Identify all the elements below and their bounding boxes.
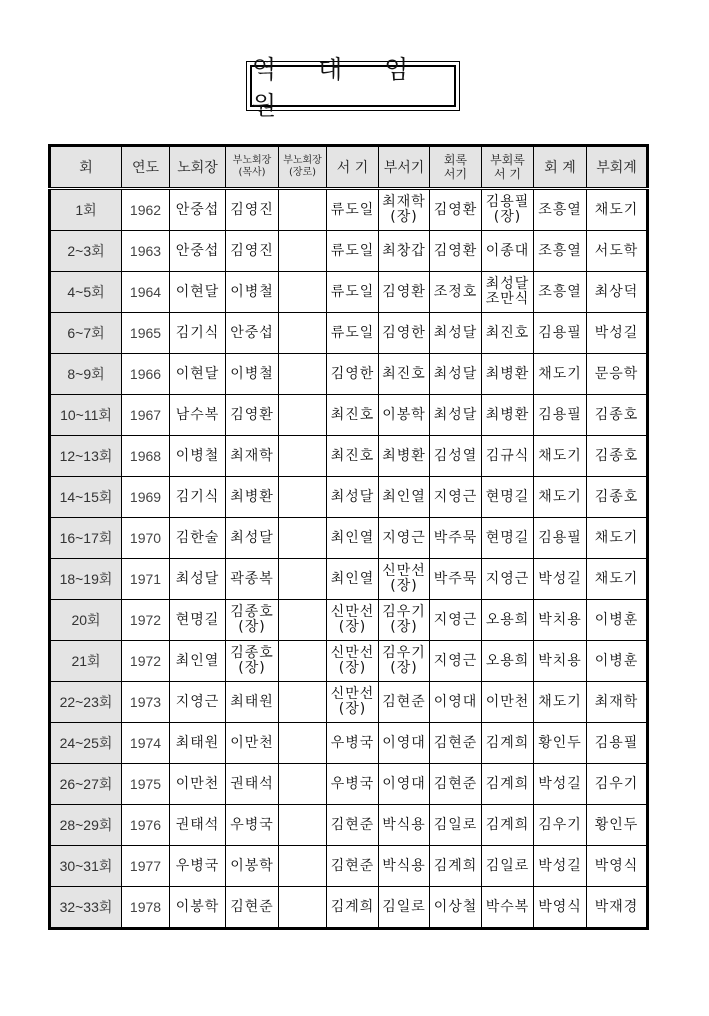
cell-asst-treasurer: 김우기 bbox=[587, 764, 648, 805]
cell-president: 이병철 bbox=[170, 436, 226, 477]
table-row bbox=[50, 641, 648, 682]
cell-recorder: 김현준 bbox=[430, 723, 482, 764]
cell-vp-elder bbox=[279, 436, 327, 477]
cell-asst-treasurer: 이병훈 bbox=[587, 641, 648, 682]
cell-asst-recorder: 김계희 bbox=[482, 764, 534, 805]
cell-treasurer: 박성길 bbox=[534, 559, 587, 600]
cell-vp-elder bbox=[279, 682, 327, 723]
cell-asst-clerk: 박식용 bbox=[379, 805, 430, 846]
table-row bbox=[50, 272, 648, 313]
cell-term: 30~31회 bbox=[50, 846, 122, 887]
cell-vp-pastor: 이만천 bbox=[226, 723, 279, 764]
cell-asst-recorder bbox=[482, 189, 534, 231]
cell-asst-recorder: 김규식 bbox=[482, 436, 534, 477]
cell-asst-treasurer: 박성길 bbox=[587, 313, 648, 354]
cell-asst-treasurer: 채도기 bbox=[587, 518, 648, 559]
table-row bbox=[50, 846, 648, 887]
cell-asst-recorder bbox=[482, 272, 534, 313]
cell-line: (장) bbox=[390, 619, 418, 635]
cell-line: 최재학 bbox=[382, 194, 426, 210]
column-header-vp-elder bbox=[279, 146, 327, 189]
cell-treasurer: 김우기 bbox=[534, 805, 587, 846]
cell-clerk: 김영한 bbox=[327, 354, 379, 395]
cell-president: 이봉학 bbox=[170, 887, 226, 929]
cell-asst-treasurer: 박재경 bbox=[587, 887, 648, 929]
cell-term: 4~5회 bbox=[50, 272, 122, 313]
cell-president: 안중섭 bbox=[170, 189, 226, 231]
cell-president: 이현달 bbox=[170, 354, 226, 395]
cell-term: 1회 bbox=[50, 189, 122, 231]
cell-asst-clerk: 김영환 bbox=[379, 272, 430, 313]
cell-asst-treasurer: 문응학 bbox=[587, 354, 648, 395]
cell-vp-pastor: 권태석 bbox=[226, 764, 279, 805]
cell-asst-clerk: 최창갑 bbox=[379, 231, 430, 272]
cell-vp-pastor: 안중섭 bbox=[226, 313, 279, 354]
cell-asst-clerk: 지영근 bbox=[379, 518, 430, 559]
cell-vp-pastor: 최재학 bbox=[226, 436, 279, 477]
cell-asst-treasurer: 김종호 bbox=[587, 477, 648, 518]
cell-treasurer: 김용필 bbox=[534, 313, 587, 354]
cell-clerk: 최진호 bbox=[327, 436, 379, 477]
column-header-label: 부노회장 bbox=[232, 155, 272, 166]
column-header-vp-pastor bbox=[226, 146, 279, 189]
cell-recorder: 김현준 bbox=[430, 764, 482, 805]
cell-line: 김종호 bbox=[230, 645, 274, 661]
cell-asst-clerk: 이영대 bbox=[379, 723, 430, 764]
cell-recorder: 지영근 bbox=[430, 641, 482, 682]
cell-clerk bbox=[327, 682, 379, 723]
cell-asst-treasurer: 최상덕 bbox=[587, 272, 648, 313]
cell-treasurer: 채도기 bbox=[534, 354, 587, 395]
cell-line: (장) bbox=[390, 660, 418, 676]
cell-year: 1972 bbox=[122, 600, 170, 641]
table-row bbox=[50, 354, 648, 395]
table-row bbox=[50, 436, 648, 477]
cell-president: 최태원 bbox=[170, 723, 226, 764]
cell-treasurer: 김용필 bbox=[534, 518, 587, 559]
cell-vp-elder bbox=[279, 231, 327, 272]
cell-recorder: 이상철 bbox=[430, 887, 482, 929]
cell-term: 2~3회 bbox=[50, 231, 122, 272]
column-header-label: 부회계 bbox=[596, 160, 637, 176]
cell-president: 최인열 bbox=[170, 641, 226, 682]
cell-term: 10~11회 bbox=[50, 395, 122, 436]
cell-vp-pastor: 우병국 bbox=[226, 805, 279, 846]
cell-president: 김기식 bbox=[170, 313, 226, 354]
cell-asst-treasurer: 김용필 bbox=[587, 723, 648, 764]
cell-term: 32~33회 bbox=[50, 887, 122, 929]
cell-year: 1977 bbox=[122, 846, 170, 887]
cell-clerk: 우병국 bbox=[327, 764, 379, 805]
cell-year: 1978 bbox=[122, 887, 170, 929]
column-header-label: 부서기 bbox=[383, 160, 425, 176]
cell-line: 신만선 bbox=[382, 563, 426, 579]
cell-asst-treasurer: 김종호 bbox=[587, 395, 648, 436]
cell-treasurer: 채도기 bbox=[534, 477, 587, 518]
cell-president: 이현달 bbox=[170, 272, 226, 313]
cell-asst-recorder: 김계희 bbox=[482, 723, 534, 764]
officers-table bbox=[48, 144, 649, 930]
cell-vp-elder bbox=[279, 189, 327, 231]
cell-asst-treasurer: 서도학 bbox=[587, 231, 648, 272]
cell-year: 1970 bbox=[122, 518, 170, 559]
cell-year: 1971 bbox=[122, 559, 170, 600]
cell-president: 김한술 bbox=[170, 518, 226, 559]
cell-treasurer: 김용필 bbox=[534, 395, 587, 436]
cell-asst-clerk bbox=[379, 600, 430, 641]
cell-vp-elder bbox=[279, 723, 327, 764]
cell-clerk: 최인열 bbox=[327, 559, 379, 600]
cell-year: 1974 bbox=[122, 723, 170, 764]
cell-asst-clerk: 최병환 bbox=[379, 436, 430, 477]
cell-asst-treasurer: 채도기 bbox=[587, 189, 648, 231]
cell-president: 지영근 bbox=[170, 682, 226, 723]
cell-treasurer: 황인두 bbox=[534, 723, 587, 764]
cell-vp-pastor: 곽종복 bbox=[226, 559, 279, 600]
cell-line: (장) bbox=[238, 660, 266, 676]
cell-year: 1969 bbox=[122, 477, 170, 518]
cell-asst-clerk: 최인열 bbox=[379, 477, 430, 518]
table-row bbox=[50, 887, 648, 929]
cell-recorder: 이영대 bbox=[430, 682, 482, 723]
cell-asst-recorder: 지영근 bbox=[482, 559, 534, 600]
cell-asst-treasurer: 이병훈 bbox=[587, 600, 648, 641]
cell-asst-clerk: 최진호 bbox=[379, 354, 430, 395]
cell-clerk: 류도일 bbox=[327, 313, 379, 354]
cell-clerk: 류도일 bbox=[327, 272, 379, 313]
cell-vp-pastor bbox=[226, 641, 279, 682]
cell-line: 신만선 bbox=[330, 604, 375, 620]
cell-line: 김종호 bbox=[230, 604, 274, 620]
column-header-label: 서 기 bbox=[494, 167, 521, 181]
cell-asst-recorder: 최병환 bbox=[482, 395, 534, 436]
column-header-label: 연도 bbox=[131, 160, 160, 176]
cell-clerk: 최인열 bbox=[327, 518, 379, 559]
cell-clerk: 김현준 bbox=[327, 805, 379, 846]
cell-asst-clerk: 김현준 bbox=[379, 682, 430, 723]
cell-term: 6~7회 bbox=[50, 313, 122, 354]
cell-vp-pastor: 최병환 bbox=[226, 477, 279, 518]
cell-term: 18~19회 bbox=[50, 559, 122, 600]
cell-year: 1966 bbox=[122, 354, 170, 395]
cell-year: 1973 bbox=[122, 682, 170, 723]
cell-vp-elder bbox=[279, 395, 327, 436]
cell-president: 권태석 bbox=[170, 805, 226, 846]
cell-president: 최성달 bbox=[170, 559, 226, 600]
cell-line: 김우기 bbox=[382, 604, 426, 620]
cell-line: 신만선 bbox=[330, 645, 375, 661]
cell-term: 24~25회 bbox=[50, 723, 122, 764]
cell-treasurer: 박성길 bbox=[534, 764, 587, 805]
cell-line: 최성달 bbox=[485, 276, 530, 292]
column-header-label: (장로) bbox=[288, 167, 317, 178]
column-header-clerk bbox=[327, 146, 379, 189]
column-header-term bbox=[50, 146, 122, 189]
cell-vp-elder bbox=[279, 887, 327, 929]
column-header-label: 회 계 bbox=[544, 160, 576, 176]
cell-term: 28~29회 bbox=[50, 805, 122, 846]
cell-line: (장) bbox=[338, 660, 367, 676]
cell-asst-treasurer: 박영식 bbox=[587, 846, 648, 887]
cell-vp-elder bbox=[279, 313, 327, 354]
column-header-year bbox=[122, 146, 170, 189]
cell-asst-recorder: 이만천 bbox=[482, 682, 534, 723]
cell-vp-pastor: 이병철 bbox=[226, 354, 279, 395]
column-header-asst-treasurer bbox=[587, 146, 648, 189]
cell-clerk: 최성달 bbox=[327, 477, 379, 518]
cell-asst-clerk: 이봉학 bbox=[379, 395, 430, 436]
cell-asst-recorder: 이종대 bbox=[482, 231, 534, 272]
cell-vp-elder bbox=[279, 354, 327, 395]
page-title: 역 대 임 원 bbox=[252, 55, 426, 120]
cell-term: 26~27회 bbox=[50, 764, 122, 805]
table-row bbox=[50, 518, 648, 559]
cell-treasurer: 조흥열 bbox=[534, 231, 587, 272]
cell-treasurer: 조흥열 bbox=[534, 272, 587, 313]
cell-year: 1962 bbox=[122, 189, 170, 231]
column-header-label: 부노회장 bbox=[283, 155, 322, 166]
cell-recorder: 박주묵 bbox=[430, 559, 482, 600]
cell-asst-recorder: 현명길 bbox=[482, 518, 534, 559]
cell-recorder: 최성달 bbox=[430, 395, 482, 436]
cell-asst-treasurer: 채도기 bbox=[587, 559, 648, 600]
cell-president: 남수복 bbox=[170, 395, 226, 436]
cell-asst-recorder: 오용희 bbox=[482, 641, 534, 682]
cell-year: 1975 bbox=[122, 764, 170, 805]
cell-line: (장) bbox=[390, 578, 418, 594]
column-header-label: 회 bbox=[79, 160, 93, 176]
cell-term: 20회 bbox=[50, 600, 122, 641]
cell-year: 1968 bbox=[122, 436, 170, 477]
cell-vp-pastor: 이병철 bbox=[226, 272, 279, 313]
cell-term: 16~17회 bbox=[50, 518, 122, 559]
cell-asst-recorder: 최병환 bbox=[482, 354, 534, 395]
cell-asst-recorder: 최진호 bbox=[482, 313, 534, 354]
cell-vp-pastor: 최태원 bbox=[226, 682, 279, 723]
cell-year: 1972 bbox=[122, 641, 170, 682]
cell-clerk bbox=[327, 600, 379, 641]
cell-treasurer: 박성길 bbox=[534, 846, 587, 887]
cell-president: 김기식 bbox=[170, 477, 226, 518]
table-row bbox=[50, 313, 648, 354]
table-row bbox=[50, 600, 648, 641]
table-body bbox=[50, 189, 648, 929]
cell-line: (장) bbox=[493, 209, 522, 225]
table-row bbox=[50, 189, 648, 231]
cell-recorder: 최성달 bbox=[430, 354, 482, 395]
cell-year: 1976 bbox=[122, 805, 170, 846]
column-header-recorder bbox=[430, 146, 482, 189]
cell-vp-elder bbox=[279, 805, 327, 846]
cell-clerk bbox=[327, 641, 379, 682]
cell-treasurer: 채도기 bbox=[534, 682, 587, 723]
cell-year: 1964 bbox=[122, 272, 170, 313]
cell-recorder: 김영환 bbox=[430, 231, 482, 272]
column-header-label: 노회장 bbox=[177, 160, 218, 176]
column-header-asst-recorder bbox=[482, 146, 534, 189]
cell-line: 김우기 bbox=[382, 645, 426, 661]
cell-asst-clerk: 김일로 bbox=[379, 887, 430, 929]
cell-president: 안중섭 bbox=[170, 231, 226, 272]
table-row bbox=[50, 231, 648, 272]
title-box bbox=[246, 55, 460, 120]
cell-treasurer: 조흥열 bbox=[534, 189, 587, 231]
cell-vp-elder bbox=[279, 764, 327, 805]
cell-term: 21회 bbox=[50, 641, 122, 682]
cell-vp-elder bbox=[279, 518, 327, 559]
cell-asst-recorder: 박수복 bbox=[482, 887, 534, 929]
cell-asst-clerk: 김영한 bbox=[379, 313, 430, 354]
cell-asst-recorder: 오용희 bbox=[482, 600, 534, 641]
cell-clerk: 우병국 bbox=[327, 723, 379, 764]
cell-vp-pastor: 김영진 bbox=[226, 189, 279, 231]
cell-clerk: 류도일 bbox=[327, 189, 379, 231]
column-header-label: 부회록 bbox=[490, 153, 525, 167]
column-header-label: 서 기 bbox=[336, 160, 369, 176]
cell-year: 1967 bbox=[122, 395, 170, 436]
cell-line: (장) bbox=[338, 701, 367, 717]
cell-recorder: 최성달 bbox=[430, 313, 482, 354]
cell-treasurer: 채도기 bbox=[534, 436, 587, 477]
title-frame bbox=[250, 55, 456, 120]
column-header-treasurer bbox=[534, 146, 587, 189]
cell-asst-recorder: 김일로 bbox=[482, 846, 534, 887]
cell-asst-clerk: 이영대 bbox=[379, 764, 430, 805]
cell-recorder: 박주묵 bbox=[430, 518, 482, 559]
cell-asst-recorder: 김계희 bbox=[482, 805, 534, 846]
cell-clerk: 김현준 bbox=[327, 846, 379, 887]
cell-vp-pastor: 이봉학 bbox=[226, 846, 279, 887]
cell-asst-clerk: 박식용 bbox=[379, 846, 430, 887]
cell-recorder: 조정호 bbox=[430, 272, 482, 313]
cell-clerk: 최진호 bbox=[327, 395, 379, 436]
cell-recorder: 김일로 bbox=[430, 805, 482, 846]
cell-vp-elder bbox=[279, 641, 327, 682]
cell-line: (장) bbox=[390, 209, 418, 225]
column-header-label: 회록 bbox=[443, 153, 468, 167]
cell-asst-clerk bbox=[379, 641, 430, 682]
column-header-label: (목사) bbox=[238, 167, 266, 178]
cell-term: 14~15회 bbox=[50, 477, 122, 518]
cell-year: 1963 bbox=[122, 231, 170, 272]
table-row bbox=[50, 805, 648, 846]
cell-treasurer: 박영식 bbox=[534, 887, 587, 929]
cell-vp-elder bbox=[279, 477, 327, 518]
table-header bbox=[50, 146, 648, 189]
cell-asst-treasurer: 김종호 bbox=[587, 436, 648, 477]
cell-recorder: 지영근 bbox=[430, 477, 482, 518]
cell-recorder: 김계희 bbox=[430, 846, 482, 887]
cell-line: 신만선 bbox=[330, 686, 375, 702]
cell-term: 22~23회 bbox=[50, 682, 122, 723]
table-row bbox=[50, 559, 648, 600]
cell-vp-elder bbox=[279, 559, 327, 600]
cell-recorder: 김영환 bbox=[430, 189, 482, 231]
cell-vp-pastor: 최성달 bbox=[226, 518, 279, 559]
column-header-president bbox=[170, 146, 226, 189]
cell-line: (장) bbox=[238, 619, 266, 635]
column-header-asst-clerk bbox=[379, 146, 430, 189]
cell-vp-pastor: 김현준 bbox=[226, 887, 279, 929]
cell-asst-clerk bbox=[379, 559, 430, 600]
cell-line: (장) bbox=[338, 619, 367, 635]
cell-line: 김용필 bbox=[485, 194, 530, 210]
cell-vp-elder bbox=[279, 272, 327, 313]
header-row bbox=[50, 146, 648, 189]
cell-asst-treasurer: 황인두 bbox=[587, 805, 648, 846]
cell-vp-elder bbox=[279, 846, 327, 887]
cell-clerk: 류도일 bbox=[327, 231, 379, 272]
table-row bbox=[50, 477, 648, 518]
cell-asst-treasurer: 최재학 bbox=[587, 682, 648, 723]
cell-vp-pastor bbox=[226, 600, 279, 641]
cell-president: 우병국 bbox=[170, 846, 226, 887]
cell-recorder: 지영근 bbox=[430, 600, 482, 641]
cell-president: 현명길 bbox=[170, 600, 226, 641]
cell-treasurer: 박치용 bbox=[534, 600, 587, 641]
cell-asst-recorder: 현명길 bbox=[482, 477, 534, 518]
table-row bbox=[50, 395, 648, 436]
cell-line: 조만식 bbox=[485, 291, 530, 307]
table-row bbox=[50, 682, 648, 723]
cell-term: 12~13회 bbox=[50, 436, 122, 477]
column-header-label: 서기 bbox=[443, 167, 468, 181]
table-row bbox=[50, 723, 648, 764]
cell-vp-elder bbox=[279, 600, 327, 641]
cell-year: 1965 bbox=[122, 313, 170, 354]
cell-asst-clerk bbox=[379, 189, 430, 231]
cell-president: 이만천 bbox=[170, 764, 226, 805]
table-row bbox=[50, 764, 648, 805]
cell-recorder: 김성열 bbox=[430, 436, 482, 477]
cell-vp-pastor: 김영진 bbox=[226, 231, 279, 272]
cell-clerk: 김계희 bbox=[327, 887, 379, 929]
cell-term: 8~9회 bbox=[50, 354, 122, 395]
cell-treasurer: 박치용 bbox=[534, 641, 587, 682]
cell-vp-pastor: 김영환 bbox=[226, 395, 279, 436]
